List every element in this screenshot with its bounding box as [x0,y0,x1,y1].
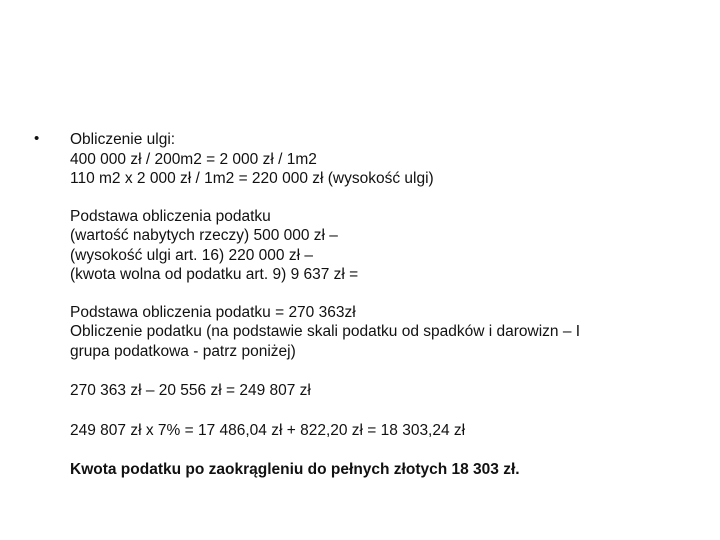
tax-amount-calc: 249 807 zł x 7% = 17 486,04 zł + 822,20 zł = 18 303,24 zł [70,421,466,439]
tax-calculation-intro: Obliczenie podatku (na podstawie skali podatku od spadków i darowizn – I [70,323,581,340]
bullet-point: • [34,130,40,147]
spacer [70,401,700,421]
spacer [70,361,700,381]
tax-base-value-of-goods: (wartość nabytych rzeczy) 500 000 zł – [70,227,338,244]
tax-calculation-intro-cont: grupa podatkowa - patrz poniżej) [70,342,296,360]
spacer [70,189,700,207]
slide-content [70,130,700,480]
spacer [70,285,700,303]
tax-base-heading: Podstawa obliczenia podatku [70,207,271,225]
relief-per-m2-calc: 400 000 zł / 200m2 = 2 000 zł / 1m2 [70,150,317,168]
tax-base-free-amount: (kwota wolna od podatku art. 9) 9 637 zł = [70,266,359,283]
subtraction-calc: 270 363 zł – 20 556 zł = 249 807 zł [70,382,311,399]
heading-relief-calculation: Obliczenie ulgi: [70,131,176,148]
tax-base-relief: (wysokość ulgi art. 16) 220 000 zł – [70,246,313,264]
spacer [70,440,700,460]
tax-base-result: Podstawa obliczenia podatku = 270 363zł [70,303,356,321]
final-tax-amount: Kwota podatku po zaokrągleniu do pełnych złotych 18 303 zł. [70,461,520,478]
relief-amount-calc: 110 m2 x 2 000 zł / 1m2 = 220 000 zł (wysokość ulgi) [70,170,434,187]
